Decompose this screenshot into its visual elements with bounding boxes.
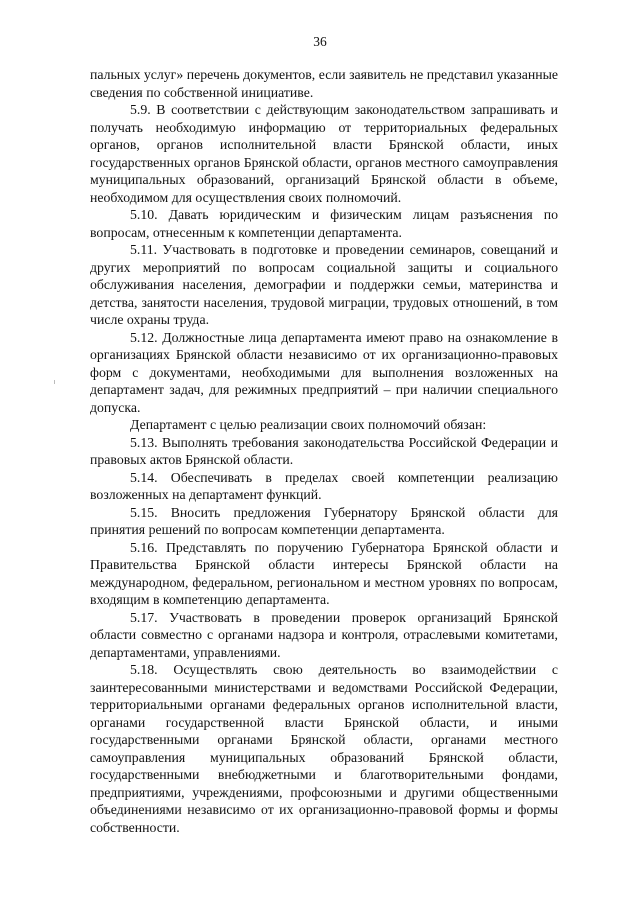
paragraph-5-12: 5.12. Должностные лица департамента имеют право на ознакомление в организациях Брянской области независимо от их организационно-правовых форм с документами, необходимыми для выполнения возложенных на департамент задач, для режимных предприятий – при наличии специального допуска.	[90, 329, 558, 415]
paragraph-5-18: 5.18. Осуществлять свою деятельность во взаимодействии с заинтересованными министерствами и ведомствами Российской Федерации, территориальными органами федеральных органов исполнительной власти, органами государственной власти Брянской области, и иными государственными органами Брянской области, органами местного самоуправления муниципальных образований Брянской области, государственными внебюджетными и благотворительными фондами, предприятиями, учреждениями, профсоюзными и другими общественными объединениями независимо от их организационно-правовой формы и формы собственности.	[90, 662, 558, 835]
paragraph-5-11: 5.11. Участвовать в подготовке и проведении семинаров, совещаний и других мероприятий по вопросам социальной защиты и социального обслуживания населения, демографии и поддержки семьи, материнства и детства, занятости населения, трудовой миграции, трудовых отношений, в том числе охраны труда.	[90, 242, 558, 327]
paragraph-5-14: 5.14. Обеспечивать в пределах своей компетенции реализацию возложенных на департамент функций.	[90, 469, 558, 502]
page-number: 36	[313, 34, 327, 49]
paragraph-5-15: 5.15. Вносить предложения Губернатору Брянской области для принятия решений по вопросам компетенции департамента.	[90, 504, 558, 537]
paragraph-5-13: 5.13. Выполнять требования законодательства Российской Федерации и правовых актов Брянской области.	[90, 434, 558, 467]
document-body	[90, 66, 558, 836]
margin-mark	[54, 380, 55, 384]
paragraph-5-17: 5.17. Участвовать в проведении проверок организаций Брянской области совместно с органами надзора и контроля, отраслевыми комитетами, департаментами, управлениями.	[90, 609, 558, 660]
paragraph-5-16: 5.16. Представлять по поручению Губернатора Брянской области и Правительства Брянской области интересы Брянской области на международном, федеральном, региональном и местном уровнях по вопросам, входящим в компетенцию департамента.	[90, 539, 558, 607]
paragraph-continuation: пальных услуг» перечень документов, если заявитель не представил указанные сведения по собственной инициативе.	[90, 67, 558, 100]
paragraph-5-9: 5.9. В соответствии с действующим законодательством запрашивать и получать необходимую информацию от территориальных федеральных органов, органов исполнительной власти Брянской области, иных государственных органов Брянской области, органов местного самоуправления муниципальных образований, организаций Брянской области в объеме, необходимом для осуществления своих полномочий.	[90, 102, 558, 205]
paragraph-obligations-intro: Департамент с целью реализации своих полномочий обязан:	[130, 417, 487, 432]
paragraph-5-10: 5.10. Давать юридическим и физическим лицам разъяснения по вопросам, отнесенным к компетенции департамента.	[90, 207, 558, 240]
